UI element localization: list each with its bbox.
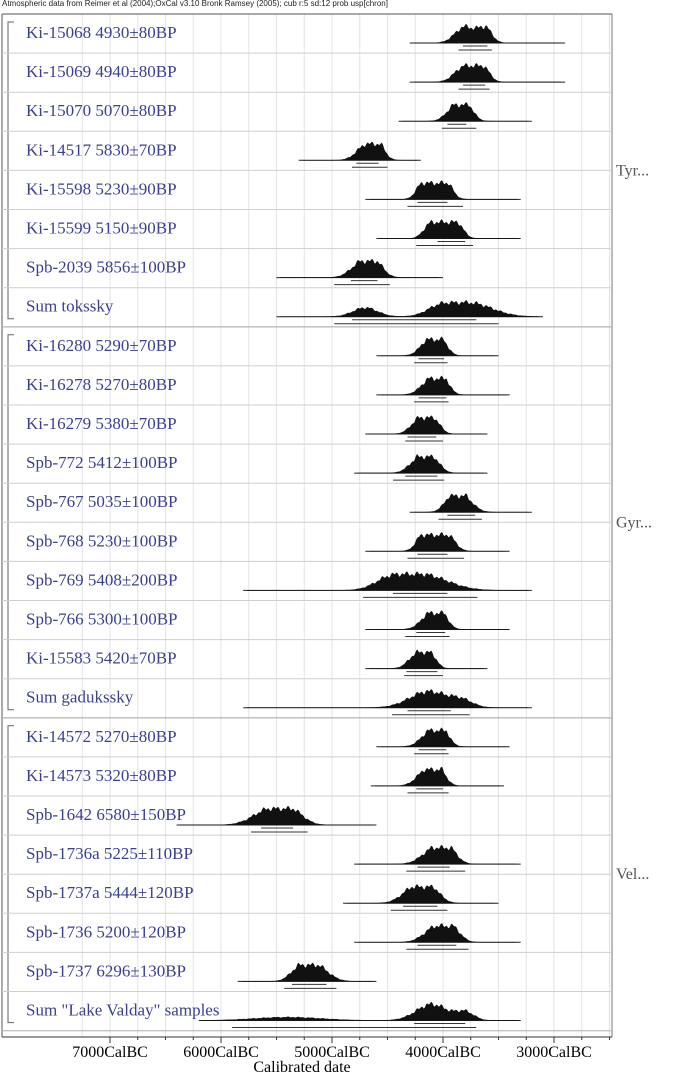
sample-row — [2, 23, 612, 53]
right-column-labels — [616, 162, 652, 883]
sample-label: Spb-1737 6296±130BP — [26, 961, 186, 981]
group-right-label: Vel... — [616, 866, 650, 884]
sample-row — [2, 688, 612, 718]
probability-distribution — [375, 767, 500, 786]
sample-label: Spb-767 5035±100BP — [26, 492, 178, 512]
probability-distribution — [358, 845, 517, 864]
probability-distribution — [380, 337, 494, 356]
sample-label: Ki-14573 5320±80BP — [26, 765, 177, 785]
probability-distribution — [347, 884, 494, 903]
sample-row — [2, 297, 612, 327]
probability-distribution — [414, 63, 561, 82]
probability-distribution — [281, 300, 539, 316]
sample-row — [2, 453, 612, 483]
sample-row — [2, 258, 612, 288]
sample-row — [2, 805, 612, 835]
sample-row — [2, 610, 612, 640]
x-tick-label: 5000CalBC — [294, 1044, 370, 1061]
sample-rows — [2, 23, 612, 1031]
sample-row — [2, 219, 612, 249]
sample-row — [2, 961, 612, 991]
probability-distribution — [414, 24, 561, 43]
sample-label: Ki-16280 5290±70BP — [26, 335, 177, 355]
sample-label: Spb-768 5230±100BP — [26, 531, 178, 551]
sample-label: Spb-772 5412±100BP — [26, 453, 178, 473]
x-tick-label: 7000CalBC — [72, 1044, 148, 1061]
probability-distribution — [380, 728, 505, 747]
sample-label: Sum "Lake Valday" samples — [26, 1000, 220, 1020]
group-right-label: Tyr... — [616, 162, 650, 180]
x-tick-label: 6000CalBC — [183, 1044, 259, 1061]
sample-row — [2, 844, 612, 874]
sample-label: Ki-15070 5070±80BP — [26, 101, 177, 121]
sample-row — [2, 531, 612, 561]
probability-distribution — [369, 532, 505, 551]
sample-row — [2, 649, 612, 679]
x-tick-label: 4000CalBC — [405, 1044, 481, 1061]
sample-row — [2, 101, 612, 131]
sample-label: Ki-14572 5270±80BP — [26, 726, 177, 746]
x-axis-label: Calibrated date — [253, 1059, 351, 1076]
probability-distribution — [242, 963, 373, 982]
sample-row — [2, 570, 612, 600]
sample-label: Spb-2039 5856±100BP — [26, 257, 186, 277]
probability-distribution — [380, 220, 516, 239]
probability-distribution — [181, 806, 373, 825]
sample-row — [2, 140, 612, 170]
sample-row — [2, 727, 612, 757]
sample-label: Ki-15599 5150±90BP — [26, 218, 177, 238]
x-axis — [72, 1037, 609, 1061]
sample-row — [2, 766, 612, 796]
probability-distribution — [369, 181, 516, 200]
sample-row — [2, 414, 612, 444]
probability-distribution — [403, 103, 528, 122]
sample-label: Sum gadukssky — [26, 687, 134, 707]
probability-distribution — [358, 454, 483, 473]
x-tick-label: 3000CalBC — [516, 1044, 592, 1061]
sample-label: Sum tokssky — [26, 296, 114, 316]
sample-row — [2, 375, 612, 405]
sample-label: Spb-1736 5200±120BP — [26, 922, 186, 942]
sample-label: Ki-15598 5230±90BP — [26, 179, 177, 199]
sample-row — [2, 922, 612, 952]
sample-row — [2, 883, 612, 913]
sample-label: Ki-14517 5830±70BP — [26, 140, 177, 160]
sample-row — [2, 492, 612, 522]
sample-label: Ki-15583 5420±70BP — [26, 648, 177, 668]
sample-label: Ki-15068 4930±80BP — [26, 23, 177, 42]
probability-distribution — [358, 924, 517, 943]
group-right-label: Gyr... — [616, 514, 652, 532]
sample-row — [2, 1001, 612, 1031]
probability-distribution — [369, 611, 505, 630]
sample-label: Spb-766 5300±100BP — [26, 609, 178, 629]
sample-label: Ki-16279 5380±70BP — [26, 414, 177, 433]
chart-header: Atmospheric data from Reimer et al (2004);OxCal v3.10 Bronk Ramsey (2005); cub r:5 sd:12 prob usp[chron] — [2, 0, 388, 8]
sample-label: Spb-1736a 5225±110BP — [26, 844, 193, 864]
sample-label: Spb-1642 6580±150BP — [26, 805, 186, 824]
probability-distribution — [380, 376, 505, 395]
sample-label: Ki-15069 4940±80BP — [26, 62, 177, 82]
probability-distribution — [369, 416, 483, 434]
sample-row — [2, 62, 612, 92]
sample-row — [2, 179, 612, 209]
sample-label: Spb-1737a 5444±120BP — [26, 883, 194, 903]
probability-distribution — [369, 650, 483, 669]
sample-row — [2, 336, 612, 366]
sample-label: Ki-16278 5270±80BP — [26, 374, 177, 394]
sample-label: Spb-769 5408±200BP — [26, 570, 178, 590]
